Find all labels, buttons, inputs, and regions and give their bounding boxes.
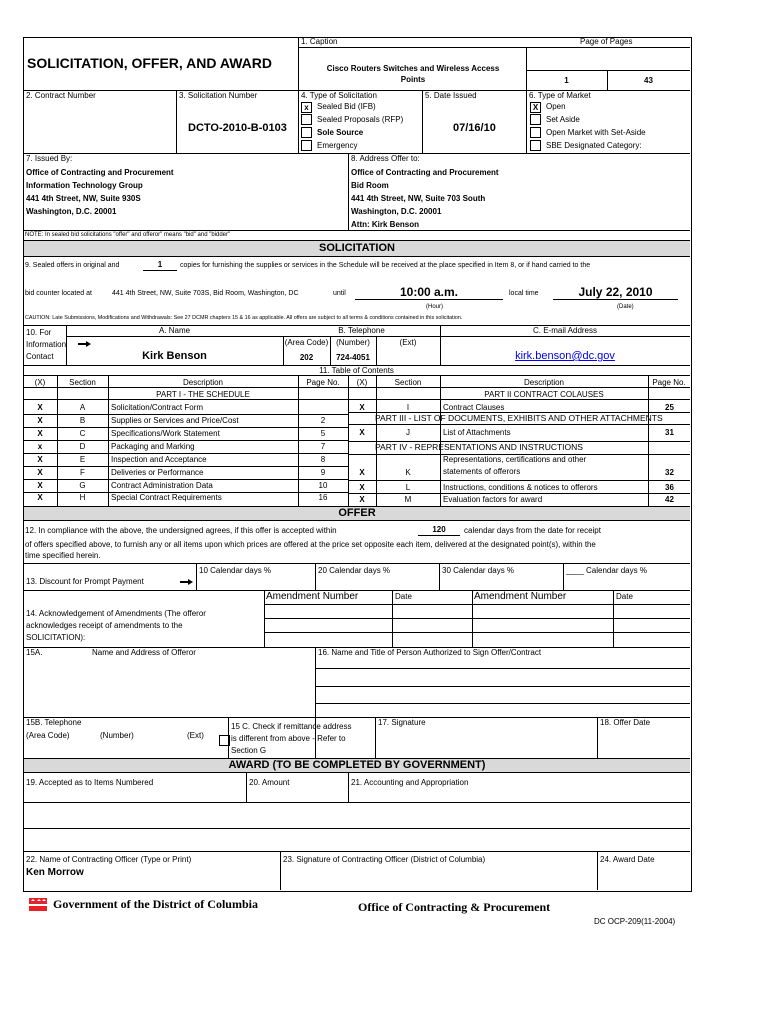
- toc-part-3: PART III - LIST OF DOCUMENTS, EXHIBITS AND OTHER ATTACHMENTS: [375, 413, 663, 423]
- toc-row-description: Contract Administration Data: [111, 481, 213, 490]
- toc-row-page: 7: [320, 442, 326, 451]
- toc-row-page: 16: [318, 493, 328, 502]
- phone-number-label: (Number): [336, 338, 370, 347]
- toc-row-section: H: [79, 493, 86, 502]
- signature-label: 17. Signature: [378, 718, 426, 727]
- toc-row-section: F: [80, 468, 85, 477]
- type-option-emergency: Emergency: [317, 141, 358, 150]
- toc-row-x: X: [37, 416, 43, 425]
- discount-label: 13. Discount for Prompt Payment: [26, 577, 144, 586]
- toc-row-x: X: [359, 403, 365, 412]
- award-date-label: 24. Award Date: [600, 855, 655, 864]
- open-market-set-aside-checkbox[interactable]: [530, 127, 541, 138]
- until-label: until: [333, 290, 346, 297]
- contact-name: Kirk Benson: [142, 350, 207, 362]
- amendment-date-header: Date: [395, 592, 412, 601]
- amendment-date-header: Date: [616, 592, 633, 601]
- government-name: Government of the District of Columbia: [53, 897, 258, 911]
- issued-by-line: Office of Contracting and Procurement: [26, 168, 174, 177]
- toc-row-x: X: [359, 495, 365, 504]
- toc-col-page: Page No.: [652, 378, 686, 387]
- address-line: Washington, D.C. 20001: [351, 207, 442, 216]
- local-time-label: local time: [509, 290, 539, 297]
- issued-by-line: Washington, D.C. 20001: [26, 207, 117, 216]
- sole-source-checkbox[interactable]: [301, 127, 312, 138]
- amendments-label-1: 14. Acknowledgement of Amendments (The offeror: [26, 609, 206, 618]
- discount-20-days[interactable]: 20 Calendar days %: [318, 566, 391, 575]
- toc-row-description: Inspection and Acceptance: [111, 455, 207, 464]
- page-number: 1: [564, 76, 569, 85]
- address-line: Bid Room: [351, 181, 389, 190]
- form-title: SOLICITATION, OFFER, AND AWARD: [27, 55, 272, 71]
- accounting-label: 21. Accounting and Appropriation: [351, 778, 469, 787]
- offeror-label: 15A.: [26, 648, 43, 657]
- item-12-text: 12. In compliance with the above, the undersigned agrees, if this offer is accepted within: [25, 526, 337, 535]
- toc-row-section: G: [79, 481, 86, 490]
- toc-row-page: 32: [665, 468, 674, 477]
- toc-row-description: Contract Clauses: [443, 403, 505, 412]
- solicitation-number-label: 3. Solicitation Number: [179, 91, 258, 100]
- amendment-number-header: Amendment Number: [474, 591, 567, 602]
- caption-line-1: Cisco Routers Switches and Wireless Access: [326, 64, 500, 73]
- toc-row-x: X: [37, 403, 43, 412]
- date-issued: 07/16/10: [453, 122, 496, 134]
- toc-heading: 11. Table of Contents: [319, 366, 394, 375]
- hour-caption: (Hour): [426, 304, 444, 310]
- toc-row-x: X: [37, 493, 43, 502]
- amendments-label-2: acknowledges receipt of amendments to the: [26, 621, 183, 630]
- info-label-2: Information: [26, 340, 67, 349]
- toc-row-page: 42: [665, 495, 674, 504]
- toc-col-x: (X): [356, 378, 368, 387]
- toc-row-description: Representations, certifications and other: [443, 455, 587, 464]
- sbe-category-checkbox[interactable]: [530, 140, 541, 151]
- toc-row-description: Specifications/Work Statement: [111, 429, 220, 438]
- address-line: 441 4th Street, NW, Suite 703 South: [351, 194, 486, 203]
- toc-part-4: PART IV - REPRESENTATIONS AND INSTRUCTIONS: [375, 442, 583, 452]
- page-of-pages-label: Page of Pages: [580, 37, 633, 46]
- info-label-3: Contact: [26, 352, 54, 361]
- toc-row-section: M: [404, 495, 412, 504]
- contact-name-label: A. Name: [158, 326, 191, 335]
- bid-counter-label: bid counter located at: [25, 290, 92, 297]
- address-line: Attn: Kirk Benson: [351, 220, 419, 229]
- officer-signature-label: 23. Signature of Contracting Officer (District of Columbia): [283, 855, 486, 864]
- toc-col-section: Section: [394, 378, 422, 387]
- sealed-bid-checkbox[interactable]: x: [301, 102, 312, 113]
- toc-row-section: L: [405, 483, 411, 492]
- extension-label: (Ext): [399, 338, 417, 347]
- market-option-open: Open: [546, 102, 566, 111]
- remittance-text-1: 15 C. Check if remittance address: [231, 722, 352, 731]
- toc-row-section: J: [406, 428, 410, 437]
- solicitation-heading: SOLICITATION: [24, 241, 690, 256]
- issued-by-line: 441 4th Street, NW, Suite 930S: [26, 194, 141, 203]
- toc-row-x: X: [37, 429, 43, 438]
- toc-row-x: X: [37, 468, 43, 477]
- contact-telephone-label: B. Telephone: [338, 326, 385, 335]
- dc-flag-icon: [29, 898, 47, 911]
- toc-col-description: Description: [523, 378, 564, 387]
- item-12-text-continued: calendar days from the date for receipt: [464, 526, 601, 535]
- discount-calendar-days[interactable]: ____ Calendar days %: [566, 566, 647, 575]
- item-12-text-line-2: of offers specified above, to furnish any or all items upon which prices are offered at the price set opposite each item, delivered at the designated point(s), within the: [25, 540, 596, 549]
- market-option-sbe: SBE Designated Category:: [546, 141, 642, 150]
- type-option-sole-source: Sole Source: [317, 128, 364, 137]
- contact-area-code: 202: [299, 353, 314, 362]
- toc-row-description: Special Contract Requirements: [111, 493, 222, 502]
- accepted-items-label: 19. Accepted as to Items Numbered: [26, 778, 154, 787]
- toc-row-page: 2: [320, 416, 326, 425]
- toc-row-page: 31: [665, 428, 674, 437]
- bid-counter-location: 441 4th Street, NW, Suite 703S, Bid Room, Washington, DC: [112, 290, 299, 297]
- open-market-checkbox[interactable]: X: [530, 102, 541, 113]
- offeror-telephone-label: 15B. Telephone: [26, 718, 82, 727]
- toc-row-description: statements of offerors: [443, 467, 521, 476]
- toc-col-description: Description: [182, 378, 223, 387]
- remittance-checkbox[interactable]: [219, 735, 230, 746]
- type-of-solicitation-label: 4. Type of Solicitation: [301, 91, 377, 100]
- total-pages: 43: [644, 76, 653, 85]
- toc-row-page: 5: [320, 429, 326, 438]
- toc-row-description: Supplies or Services and Price/Cost: [111, 416, 239, 425]
- toc-row-section: B: [79, 416, 86, 425]
- area-code-label: (Area Code): [284, 338, 329, 347]
- toc-row-description: Packaging and Marking: [111, 442, 195, 451]
- remittance-text-3: Section G: [231, 746, 267, 755]
- toc-row-page: 8: [320, 455, 326, 464]
- toc-row-description: List of Attachments: [443, 428, 511, 437]
- toc-col-x: (X): [34, 378, 46, 387]
- receipt-hour: 10:00 a.m.: [355, 285, 503, 300]
- item-9-text-continued: copies for furnishing the supplies or services in the Schedule will be received at the place specified in Item 8, or if hand carried to the: [180, 262, 591, 269]
- toc-part-2: PART II CONTRACT COLAUSES: [484, 390, 604, 399]
- copies-count: 1: [143, 260, 177, 271]
- issued-by-line: Information Technology Group: [26, 181, 143, 190]
- toc-row-x: X: [359, 428, 365, 437]
- discount-30-days[interactable]: 30 Calendar days %: [442, 566, 515, 575]
- toc-row-section: K: [405, 468, 411, 477]
- offeror-number-label: (Number): [100, 731, 134, 740]
- toc-row-x: X: [37, 455, 43, 464]
- toc-row-description: Instructions, conditions & notices to offerors: [443, 483, 598, 492]
- discount-10-days[interactable]: 10 Calendar days %: [199, 566, 272, 575]
- caption-label: 1. Caption: [301, 37, 338, 46]
- contract-number-label: 2. Contract Number: [26, 91, 96, 100]
- office-name: Office of Contracting & Procurement: [358, 900, 551, 914]
- form-number: DC OCP-209(11-2004): [594, 917, 676, 926]
- toc-row-page: 25: [665, 403, 674, 412]
- item-9-text: 9. Sealed offers in original and: [25, 262, 120, 269]
- remittance-text-2: is different from above - Refer to: [231, 734, 346, 743]
- caption-line-2: Points: [400, 75, 426, 84]
- market-option-set-aside: Set Aside: [546, 115, 580, 124]
- toc-row-x: X: [359, 483, 365, 492]
- toc-row-x: X: [359, 468, 365, 477]
- contracting-officer-name: Ken Morrow: [26, 867, 84, 878]
- info-label-1: 10. For: [26, 328, 52, 337]
- amendment-number-header: Amendment Number: [266, 591, 359, 602]
- sealed-bid-note: NOTE: In sealed bid solicitations "offer" and offeror" means "bid" and "bidder": [25, 232, 231, 238]
- toc-row-page: 9: [320, 468, 326, 477]
- offeror-ext-label: (Ext): [187, 731, 204, 740]
- toc-row-section: I: [406, 403, 410, 412]
- toc-row-description: Solicitation/Contract Form: [111, 403, 204, 412]
- toc-row-section: D: [79, 442, 86, 451]
- toc-part-1: PART I - THE SCHEDULE: [156, 390, 250, 399]
- offer-date-label: 18. Offer Date: [600, 718, 651, 727]
- date-caption: (Date): [617, 304, 634, 310]
- caution-text: CAUTION: Late Submissions, Modifications and Withdrawals: See 27 DCMR chapters 15 & 16 as applicable. All offers are subject to all terms & conditions contained in this solicitation.: [25, 315, 463, 321]
- set-aside-checkbox[interactable]: [530, 114, 541, 125]
- solicitation-number: DCTO-2010-B-0103: [188, 122, 287, 134]
- item-12-text-line-3: time specified herein.: [25, 551, 101, 560]
- offeror-name-label: Name and Address of Offeror: [92, 648, 196, 657]
- pointing-hand-icon: [78, 340, 92, 348]
- address-line: Office of Contracting and Procurement: [351, 168, 499, 177]
- type-option-sealed-proposals: Sealed Proposals (RFP): [317, 115, 404, 124]
- issued-by-label: 7. Issued By:: [26, 154, 73, 163]
- toc-col-page: Page No.: [306, 378, 340, 387]
- toc-row-section: C: [79, 429, 86, 438]
- offer-heading: OFFER: [24, 507, 690, 520]
- acceptance-days: 120: [418, 525, 460, 536]
- award-heading: AWARD (TO BE COMPLETED BY GOVERNMENT): [24, 759, 690, 772]
- type-of-market-label: 6. Type of Market: [529, 91, 591, 100]
- contracting-officer-label: 22. Name of Contracting Officer (Type or Print): [26, 855, 192, 864]
- type-option-sealed-bid: Sealed Bid (IFB): [317, 102, 376, 111]
- toc-row-section: E: [79, 455, 86, 464]
- address-offer-label: 8. Address Offer to:: [351, 154, 420, 163]
- toc-row-description: Evaluation factors for award: [443, 495, 543, 504]
- toc-row-page: 10: [318, 481, 328, 490]
- toc-row-section: A: [79, 403, 86, 412]
- pointing-hand-icon: [180, 578, 194, 586]
- contact-phone-number: 724-4051: [336, 353, 370, 362]
- receipt-date: July 22, 2010: [553, 285, 678, 300]
- date-issued-label: 5. Date Issued: [425, 91, 477, 100]
- offeror-area-code-label: (Area Code): [26, 731, 70, 740]
- contact-email-link[interactable]: kirk.benson@dc.gov: [515, 350, 615, 362]
- authorized-person-label: 16. Name and Title of Person Authorized to Sign Offer/Contract: [318, 648, 542, 657]
- email-label: C. E-mail Address: [532, 326, 598, 335]
- toc-row-description: Deliveries or Performance: [111, 468, 204, 477]
- market-option-open-set-aside: Open Market with Set-Aside: [546, 128, 646, 137]
- amount-label: 20. Amount: [249, 778, 290, 787]
- amendments-label-3: SOLICITATION):: [26, 633, 86, 642]
- toc-col-section: Section: [69, 378, 96, 387]
- emergency-checkbox[interactable]: [301, 140, 312, 151]
- toc-row-x: x: [37, 442, 43, 451]
- toc-row-x: X: [37, 481, 43, 490]
- sealed-proposals-checkbox[interactable]: [301, 114, 312, 125]
- toc-row-page: 36: [665, 483, 674, 492]
